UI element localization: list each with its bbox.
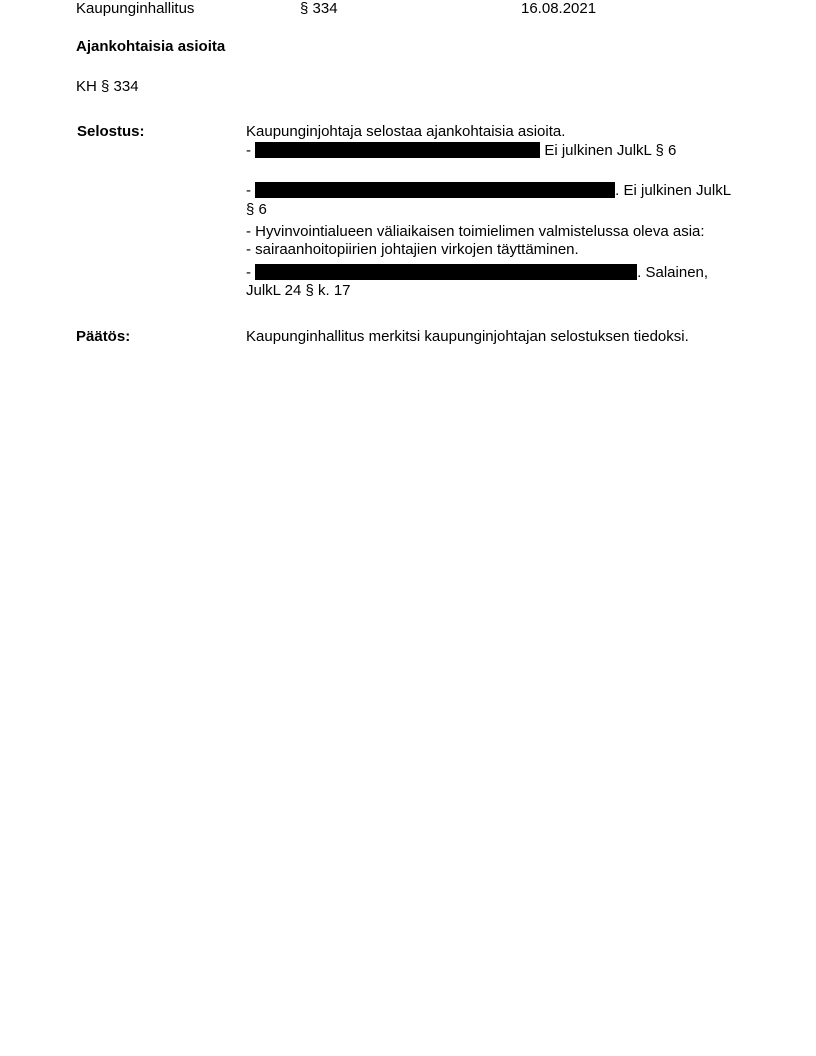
- header-organ: Kaupunginhallitus: [76, 0, 195, 17]
- redaction-bar: [255, 182, 615, 198]
- item-suffix: . Ei julkinen JulkL: [615, 182, 732, 199]
- selostus-label: Selostus:: [77, 123, 145, 140]
- selostus-item-4: [246, 264, 708, 282]
- item-suffix: Ei julkinen JulkL § 6: [544, 142, 677, 159]
- redaction-bar: [255, 142, 540, 158]
- item-suffix: . Salainen,: [637, 264, 709, 281]
- selostus-intro: Kaupunginjohtaja selostaa ajankohtaisia asioita.: [246, 123, 566, 140]
- selostus-item-3-line-1: - Hyvinvointialueen väliaikaisen toimielimen valmistelussa oleva asia:: [246, 223, 705, 240]
- redaction-bar: [255, 264, 637, 280]
- selostus-item-2: [246, 182, 731, 200]
- header-date: 16.08.2021: [521, 0, 597, 17]
- reference: KH § 334: [76, 78, 139, 95]
- paatos-text: Kaupunginhallitus merkitsi kaupunginjohtajan selostuksen tiedoksi.: [246, 328, 689, 345]
- selostus-item-3-line-2: - sairaanhoitopiirien johtajien virkojen täyttäminen.: [246, 241, 579, 258]
- paatos-label: Päätös:: [76, 328, 131, 345]
- item-prefix: -: [246, 182, 251, 199]
- document-title: Ajankohtaisia asioita: [76, 38, 226, 55]
- header-section: § 334: [300, 0, 338, 17]
- item-prefix: -: [246, 264, 251, 281]
- selostus-item-4-continuation: JulkL 24 § k. 17: [246, 282, 351, 299]
- selostus-item-1: [246, 142, 676, 160]
- item-prefix: -: [246, 142, 251, 159]
- selostus-item-2-continuation: § 6: [246, 201, 267, 218]
